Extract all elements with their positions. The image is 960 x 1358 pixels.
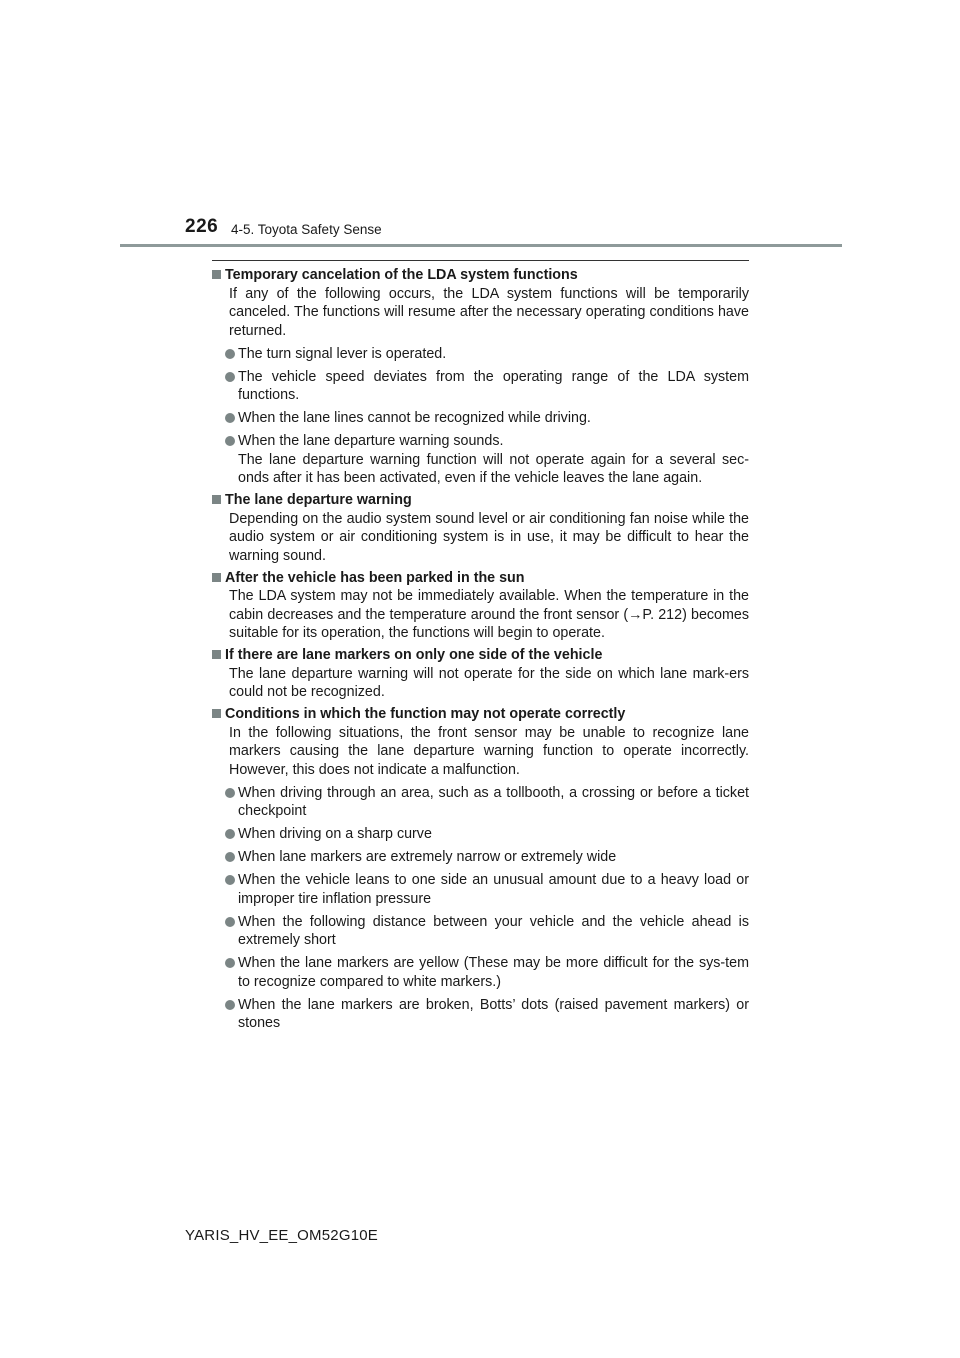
list-item <box>225 784 749 821</box>
section-heading <box>212 266 749 285</box>
section-heading-text: Conditions in which the function may not operate correctly <box>225 706 626 722</box>
list-item <box>225 409 749 428</box>
round-bullet-icon <box>225 436 235 446</box>
section-heading <box>212 646 749 665</box>
section-title: 4-5. Toyota Safety Sense <box>231 222 382 237</box>
list-item <box>225 848 749 867</box>
section-heading <box>212 569 749 588</box>
page-number: 226 <box>185 216 219 237</box>
round-bullet-icon <box>225 1000 235 1010</box>
list-item <box>225 825 749 844</box>
document-code: YARIS_HV_EE_OM52G10E <box>185 1227 378 1244</box>
section-body: The LDA system may not be immediately available. When the temperature in the cabin decreases and the temperature around the front sensor (→P. 212) becomes suitable for its operation, the functions will begin to operate. <box>229 588 749 641</box>
list-item-text: When lane markers are extremely narrow or extremely wide <box>238 849 617 865</box>
list-item-text: When driving through an area, such as a tollbooth, a crossing or before a ticket checkpoint <box>238 784 749 819</box>
square-bullet-icon <box>212 650 221 659</box>
round-bullet-icon <box>225 413 235 423</box>
section-body: In the following situations, the front sensor may be unable to recognize lane markers causing the lane departure warning function to operate incorrectly. However, this does not indicate a malfunction. <box>229 724 749 778</box>
list-item-text: When the lane lines cannot be recognized while driving. <box>238 410 591 426</box>
list-item <box>225 368 749 405</box>
section-heading-text: The lane departure warning <box>225 492 412 508</box>
round-bullet-icon <box>225 349 235 359</box>
list-item-text: The vehicle speed deviates from the operating range of the LDA system functions. <box>238 368 749 403</box>
list-item-subtext: The lane departure warning function will not operate again for a several sec-onds after it has been activated, even if the vehicle leaves the lane again. <box>238 451 749 486</box>
round-bullet-icon <box>225 829 235 839</box>
square-bullet-icon <box>212 709 221 718</box>
list-item <box>225 954 749 991</box>
round-bullet-icon <box>225 917 235 927</box>
section-heading <box>212 491 749 510</box>
list-item-text: When the lane departure warning sounds. <box>238 433 504 449</box>
section-heading-text: After the vehicle has been parked in the sun <box>225 569 525 586</box>
square-bullet-icon <box>212 495 221 504</box>
content-rule <box>212 260 749 261</box>
list-item-text: When the lane markers are broken, Botts’ dots (raised pavement markers) or stones <box>238 996 749 1031</box>
list-item <box>225 913 749 950</box>
list-item-text: When the vehicle leans to one side an unusual amount due to a heavy load or improper tire inflation pressure <box>238 872 749 907</box>
section-heading <box>212 705 749 724</box>
list-item <box>225 345 749 364</box>
square-bullet-icon <box>212 573 221 582</box>
list-item-text: The turn signal lever is operated. <box>238 345 447 362</box>
section-body: If any of the following occurs, the LDA system functions will be temporarily canceled. The functions will resume after the necessary operating conditions have returned. <box>229 285 749 339</box>
round-bullet-icon <box>225 788 235 798</box>
list-item <box>225 871 749 908</box>
round-bullet-icon <box>225 958 235 968</box>
list-item-text: When driving on a sharp curve <box>238 826 432 842</box>
section-body: The lane departure warning will not operate for the side on which lane mark-ers could not be recognized. <box>229 665 749 700</box>
section-heading-text: Temporary cancelation of the LDA system functions <box>225 267 578 283</box>
round-bullet-icon <box>225 852 235 862</box>
square-bullet-icon <box>212 270 221 279</box>
page-content <box>212 266 749 1033</box>
round-bullet-icon <box>225 875 235 885</box>
section-body: Depending on the audio system sound level or air conditioning fan noise while the audio system or air conditioning system is in use, it may be difficult to hear the warning sound. <box>229 510 749 564</box>
list-item <box>225 996 749 1033</box>
header-rule <box>120 244 842 247</box>
list-item <box>225 432 749 488</box>
round-bullet-icon <box>225 372 235 382</box>
list-item-text: When the following distance between your vehicle and the vehicle ahead is extremely short <box>238 913 749 948</box>
section-heading-text: If there are lane markers on only one side of the vehicle <box>225 647 603 663</box>
list-item-text: When the lane markers are yellow (These may be more difficult for the sys-tem to recognize compared to white markers.) <box>238 955 749 990</box>
